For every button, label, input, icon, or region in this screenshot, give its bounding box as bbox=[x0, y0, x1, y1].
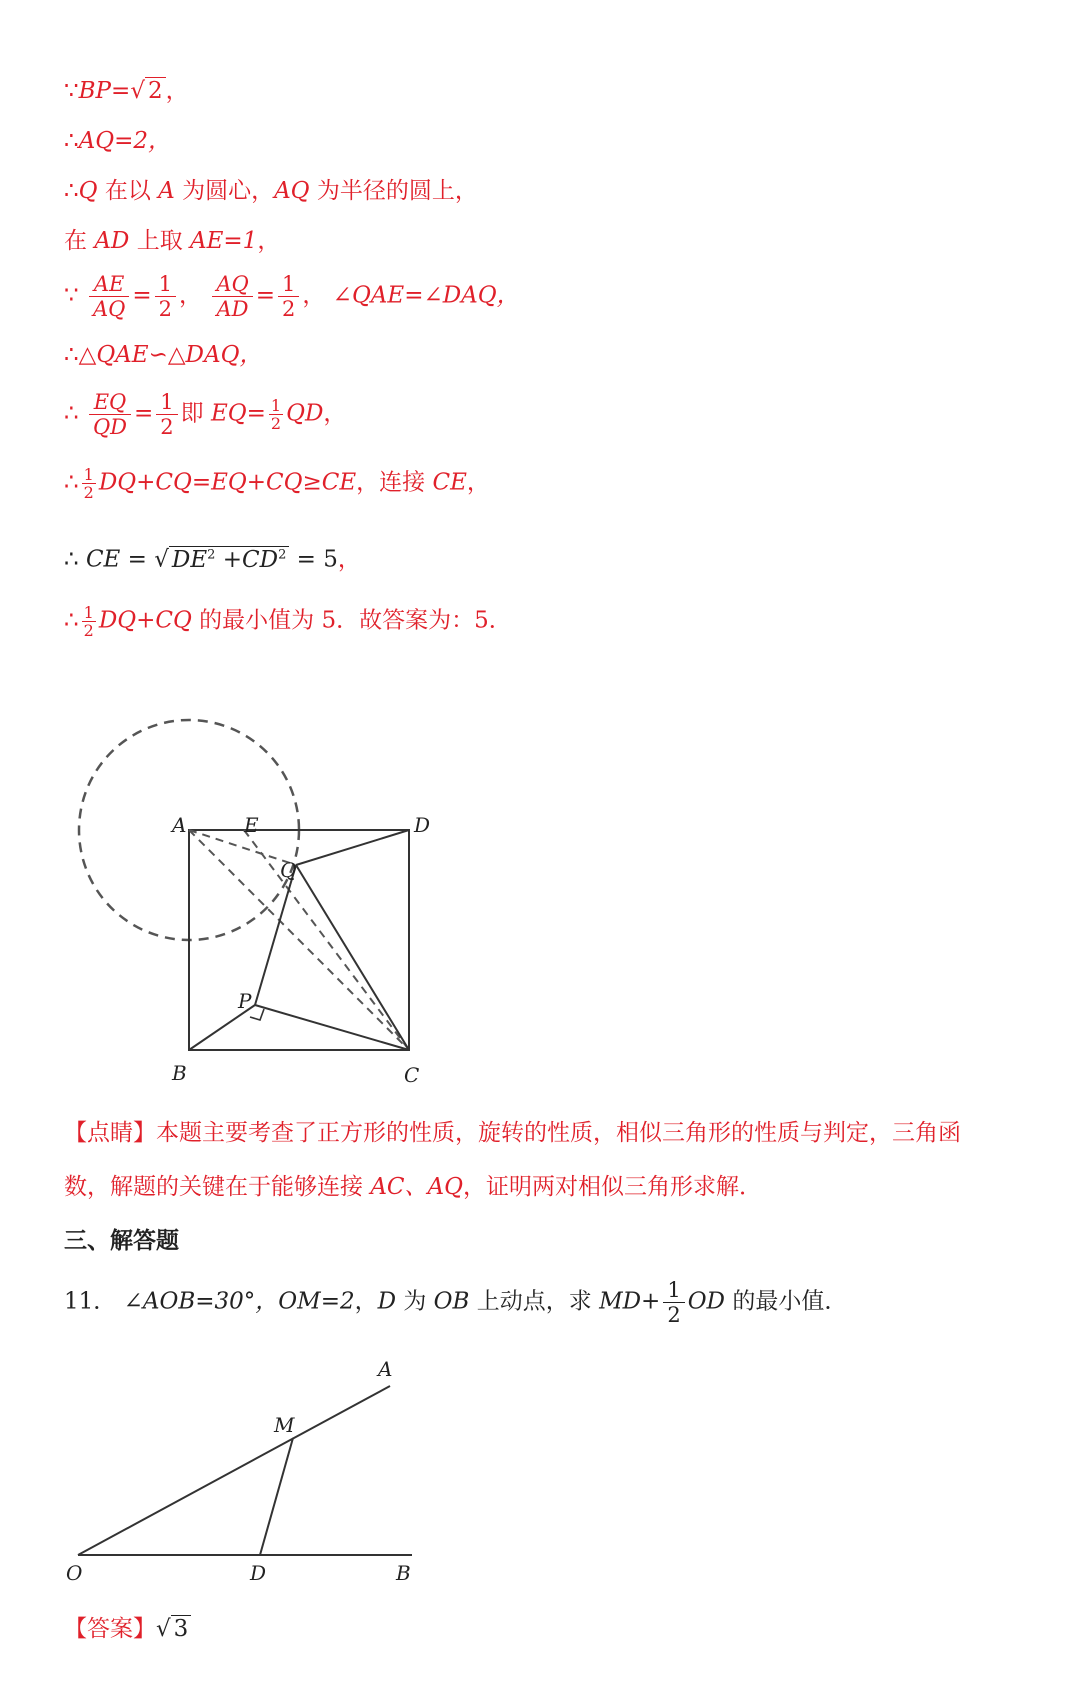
label-o: O bbox=[66, 1561, 83, 1585]
step-2 bbox=[64, 126, 171, 156]
denominator: 2 bbox=[667, 1303, 681, 1327]
answer-tag: 【答案】 bbox=[64, 1616, 156, 1642]
var-cd: CD bbox=[242, 546, 279, 573]
denominator: 2 bbox=[158, 297, 172, 321]
step-7 bbox=[64, 390, 346, 439]
answer-line bbox=[64, 1614, 191, 1644]
question-11 bbox=[64, 1278, 847, 1327]
similar-triangles: △QAE∽△DAQ， bbox=[78, 342, 263, 368]
step-4 bbox=[64, 226, 280, 256]
exponent: 2 bbox=[207, 547, 216, 562]
step-5 bbox=[64, 272, 520, 321]
therefore-symbol: ∴ bbox=[64, 342, 79, 368]
equals-sign: = bbox=[134, 400, 154, 427]
step-6 bbox=[64, 340, 262, 370]
numerator: 1 bbox=[155, 272, 176, 297]
therefore-symbol: ∴ bbox=[64, 128, 79, 154]
sqrt-2: √ 2 bbox=[130, 76, 165, 106]
because-symbol: ∵ bbox=[64, 282, 79, 309]
numerator: 1 bbox=[83, 465, 94, 484]
equals-sign: = bbox=[132, 282, 152, 309]
equals-sign: = bbox=[255, 282, 275, 309]
therefore-symbol: ∴ bbox=[64, 546, 79, 573]
equals-sign: = bbox=[296, 546, 316, 573]
question-number: 11． bbox=[64, 1288, 117, 1315]
value: 5 bbox=[323, 546, 338, 573]
var-qd: QD bbox=[286, 400, 324, 427]
radicand bbox=[169, 546, 289, 573]
label-d: D bbox=[414, 813, 431, 837]
text: 为半径的圆上， bbox=[316, 178, 478, 204]
angle-figure bbox=[0, 1340, 460, 1590]
var-de: DE bbox=[171, 546, 208, 573]
denominator: AQ bbox=[92, 297, 126, 321]
angle-equality: ∠QAE=∠DAQ， bbox=[332, 282, 520, 309]
fraction-aq-ad bbox=[212, 272, 252, 321]
step-3 bbox=[64, 176, 478, 206]
right-angle-marker bbox=[250, 1009, 264, 1020]
text: 在 bbox=[64, 228, 87, 254]
comment-line-2 bbox=[64, 1172, 762, 1202]
var-d: D bbox=[377, 1288, 397, 1315]
var-bp: BP bbox=[78, 78, 112, 104]
text: 上取 bbox=[136, 228, 183, 254]
var-om: OM=2 bbox=[278, 1288, 355, 1315]
label-b: B bbox=[396, 1561, 411, 1585]
comment-text: 数，解题的关键在于能够连接 bbox=[64, 1174, 363, 1200]
numerator: 1 bbox=[156, 390, 177, 415]
comment-text: 本题主要考查了正方形的性质，旋转的性质，相似三角形的性质与判定，三角函 bbox=[156, 1120, 961, 1146]
equals-sign: = bbox=[127, 546, 147, 573]
ray-oa bbox=[78, 1386, 390, 1555]
text: 在以 bbox=[104, 178, 151, 204]
segment-ec bbox=[244, 830, 409, 1050]
fraction-half bbox=[156, 390, 177, 439]
punctuation: ， bbox=[179, 282, 202, 309]
var-eq: EQ= bbox=[210, 400, 266, 427]
denominator: 2 bbox=[270, 414, 282, 433]
therefore-symbol: ∴ bbox=[64, 400, 79, 427]
var-ob: OB bbox=[433, 1288, 470, 1315]
denominator: 2 bbox=[83, 621, 94, 640]
because-symbol: ∵ bbox=[64, 78, 79, 104]
punctuation: ， bbox=[466, 469, 490, 496]
numerator: AE bbox=[89, 272, 129, 297]
var-ce: CE bbox=[432, 469, 467, 496]
fraction-half bbox=[278, 272, 299, 321]
numerator: 1 bbox=[270, 396, 282, 415]
text: 为 bbox=[403, 1288, 427, 1315]
angle-given: ∠AOB=30°， bbox=[123, 1288, 279, 1315]
var-ce: CE bbox=[85, 546, 121, 573]
segment-pq bbox=[255, 865, 296, 1005]
var-q: Q bbox=[78, 178, 98, 204]
denominator: 2 bbox=[83, 483, 94, 502]
var-ad: AD bbox=[94, 228, 130, 254]
step-2-text: AQ=2， bbox=[78, 128, 172, 154]
comment-tag: 【点睛】 bbox=[64, 1120, 156, 1146]
exponent: 2 bbox=[278, 547, 287, 562]
sqrt-expression: √ $DE^2 +CD^2$ bbox=[154, 540, 289, 575]
comment-text: ，证明两对相似三角形求解． bbox=[463, 1174, 762, 1200]
denominator: 2 bbox=[160, 415, 174, 439]
fraction-eq-qd bbox=[89, 390, 131, 439]
var-md: MD+ bbox=[599, 1288, 661, 1315]
comment-vars: AC、AQ bbox=[370, 1174, 463, 1200]
step-8 bbox=[64, 466, 490, 501]
text: 上动点，求 bbox=[476, 1288, 592, 1315]
numerator: EQ bbox=[89, 390, 131, 415]
fraction-ae-aq bbox=[89, 272, 129, 321]
radicand: 3 bbox=[171, 1615, 192, 1642]
therefore-symbol: ∴ bbox=[64, 178, 79, 204]
conclusion-text: 的最小值为 5．故答案为：5． bbox=[199, 607, 512, 634]
punctuation: ， bbox=[323, 400, 347, 427]
label-q: Q bbox=[280, 858, 297, 882]
var-ae: AE=1 bbox=[190, 228, 258, 254]
therefore-symbol: ∴ bbox=[64, 607, 79, 634]
numerator: 1 bbox=[663, 1278, 684, 1303]
radicand: 2 bbox=[145, 77, 166, 104]
fraction-half bbox=[663, 1278, 684, 1327]
segment-md bbox=[260, 1438, 293, 1555]
comment-line-1 bbox=[64, 1118, 961, 1148]
label-a: A bbox=[172, 813, 187, 837]
var-a: A bbox=[158, 178, 175, 204]
fraction-half-small bbox=[82, 466, 96, 501]
punctuation: ， bbox=[257, 228, 281, 254]
step-10 bbox=[64, 604, 512, 639]
denominator: QD bbox=[92, 415, 128, 439]
expression: DQ+CQ bbox=[98, 607, 192, 634]
step-9 bbox=[64, 540, 361, 575]
punctuation: ， bbox=[165, 78, 189, 104]
segment-qd bbox=[296, 830, 409, 865]
label-p: P bbox=[238, 989, 252, 1013]
label-c: C bbox=[404, 1063, 420, 1087]
fraction-half-small bbox=[269, 397, 283, 432]
text: ，连接 bbox=[356, 469, 426, 496]
inequality: DQ+CQ=EQ+CQ≥CE bbox=[98, 469, 357, 496]
label-m: M bbox=[274, 1413, 295, 1437]
section-heading bbox=[64, 1226, 179, 1256]
punctuation: ， bbox=[337, 546, 361, 573]
numerator: AQ bbox=[212, 272, 252, 297]
step-1 bbox=[64, 76, 189, 106]
therefore-symbol: ∴ bbox=[64, 469, 79, 496]
numerator: 1 bbox=[83, 603, 94, 622]
punctuation: ， bbox=[354, 1288, 378, 1315]
label-b: B bbox=[172, 1061, 187, 1085]
text: 即 bbox=[180, 400, 204, 427]
punctuation: ， bbox=[302, 282, 326, 309]
var-aq: AQ bbox=[274, 178, 310, 204]
section-title: 三、解答题 bbox=[64, 1227, 179, 1254]
plus-sign: + bbox=[222, 546, 243, 573]
label-d: D bbox=[250, 1561, 267, 1585]
equals-sign: = bbox=[111, 78, 131, 104]
square-rotation-figure bbox=[0, 690, 460, 1090]
sqrt-3: √ 3 bbox=[156, 1614, 191, 1644]
numerator: 1 bbox=[278, 272, 299, 297]
denominator: 2 bbox=[281, 297, 296, 321]
denominator: AD bbox=[216, 297, 249, 321]
fraction-half bbox=[155, 272, 176, 321]
text: 为圆心， bbox=[182, 178, 275, 204]
text: 的最小值． bbox=[732, 1288, 848, 1315]
label-e: E bbox=[244, 813, 259, 837]
var-od: OD bbox=[687, 1288, 725, 1315]
fraction-half-small bbox=[82, 604, 96, 639]
label-a: A bbox=[378, 1357, 393, 1381]
